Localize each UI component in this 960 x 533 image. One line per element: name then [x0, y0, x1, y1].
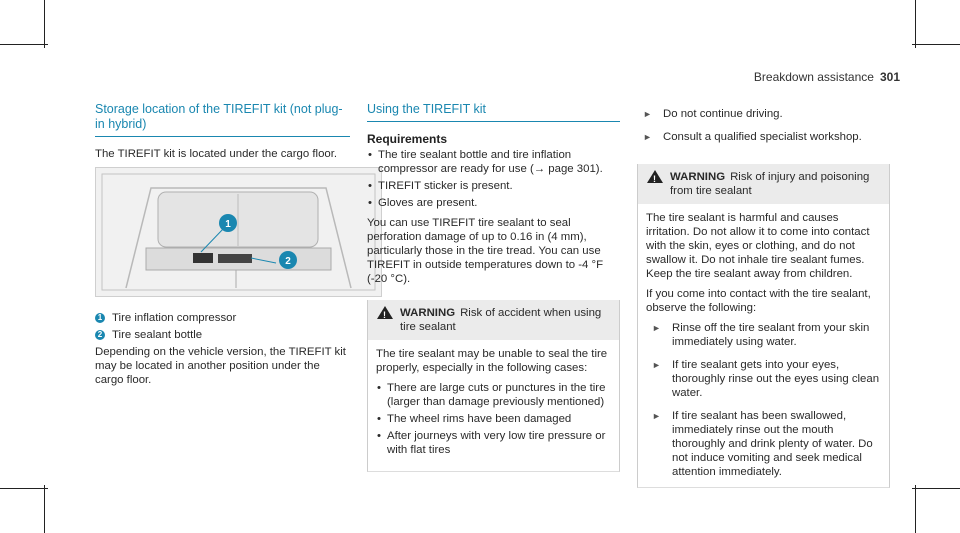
- warning-header: [638, 164, 889, 204]
- cargo-floor-drawing: [96, 168, 381, 296]
- warning-header: [368, 300, 619, 340]
- warning-title: Risk of accident when using tire sealant: [400, 307, 602, 333]
- column-3: [637, 107, 890, 488]
- storage-heading: Storage location of the TIREFIT kit (not plug-in hybrid): [95, 102, 343, 131]
- list-item: • After journeys with very low tire pressure or with flat tires: [376, 429, 611, 457]
- crop-mark: [915, 0, 916, 48]
- crop-mark: [44, 485, 45, 533]
- list-item: • The tire sealant bottle and tire inflation compressor are ready for use (→ page 301).: [367, 148, 620, 176]
- usage-paragraph: You can use TIREFIT tire sealant to seal perforation damage of up to 0.16 in (4 mm), particularly those in the tire tread. You can use TIREFIT in outside temperatures down to -4 °F (-20 °C).: [367, 217, 604, 285]
- warning-text: If you come into contact with the tire sealant, observe the following:: [646, 288, 871, 314]
- warning-body: [638, 204, 889, 487]
- heading-rule: [95, 136, 350, 137]
- crop-mark: [912, 44, 960, 45]
- storage-note: Depending on the vehicle version, the TIREFIT kit may be located in another position under the cargo floor.: [95, 346, 346, 386]
- crop-mark: [0, 44, 48, 45]
- callout-text: Tire inflation compressor: [112, 312, 237, 324]
- using-heading: Using the TIREFIT kit: [367, 102, 487, 116]
- callout-number: 2: [95, 330, 105, 340]
- callout-number: 1: [95, 313, 105, 323]
- step-item: ► Consult a qualified specialist workshop.: [637, 130, 890, 144]
- crop-mark: [0, 488, 48, 489]
- step-item: ► If tire sealant has been swallowed, immediately rinse out the mouth thoroughly and drink plenty of water. Do not induce vomiting and seek medical attention immediately.: [646, 409, 881, 479]
- list-item: • The wheel rims have been damaged: [376, 412, 611, 426]
- column-1: [95, 102, 350, 393]
- warning-text: The tire sealant is harmful and causes irritation. Do not allow it to come into contact with the skin, eyes or clothing, and do not swallow it. Do not inhale tire sealant fumes. Keep the tire sealant away from children.: [646, 212, 870, 280]
- warning-label: WARNING: [400, 307, 456, 319]
- step-item: ► If tire sealant gets into your eyes, thoroughly rinse out the eyes using clean water.: [646, 358, 881, 400]
- step-item: ► Do not continue driving.: [637, 107, 890, 121]
- section-title: Breakdown assistance: [753, 70, 874, 84]
- crop-mark: [44, 0, 45, 48]
- page-header: [754, 70, 900, 84]
- callout-text: Tire sealant bottle: [112, 329, 203, 341]
- warning-box-poisoning: [637, 164, 890, 488]
- storage-intro: The TIREFIT kit is located under the cargo floor.: [95, 148, 338, 160]
- list-item: • TIREFIT sticker is present.: [367, 179, 620, 193]
- requirements-heading: Requirements: [367, 132, 448, 146]
- page-number: 301: [879, 70, 900, 84]
- warning-box-accident: [367, 300, 620, 472]
- svg-text:2: 2: [285, 256, 291, 267]
- list-item: • Gloves are present.: [367, 196, 620, 210]
- list-item: • There are large cuts or punctures in the tire (larger than damage previously mentioned): [376, 381, 611, 409]
- warning-text: The tire sealant may be unable to seal the tire properly, especially in the following cases:: [376, 348, 608, 374]
- warning-title: Risk of injury and poisoning from tire sealant: [670, 171, 870, 197]
- warning-label: WARNING: [670, 171, 726, 183]
- warning-icon: [647, 170, 663, 183]
- warning-body: [368, 340, 619, 471]
- svg-text:1: 1: [225, 219, 231, 230]
- callout-sealant-bottle: [95, 328, 350, 342]
- column-2: [367, 102, 620, 472]
- warning-icon: [377, 306, 393, 319]
- requirements-list: [367, 148, 620, 210]
- crop-mark: [912, 488, 960, 489]
- step-item: ► Rinse off the tire sealant from your skin immediately using water.: [646, 321, 881, 349]
- crop-mark: [915, 485, 916, 533]
- heading-rule: [367, 121, 620, 122]
- cargo-floor-illustration: [95, 167, 382, 297]
- callout-compressor: [95, 311, 350, 325]
- warning-list: [376, 381, 611, 457]
